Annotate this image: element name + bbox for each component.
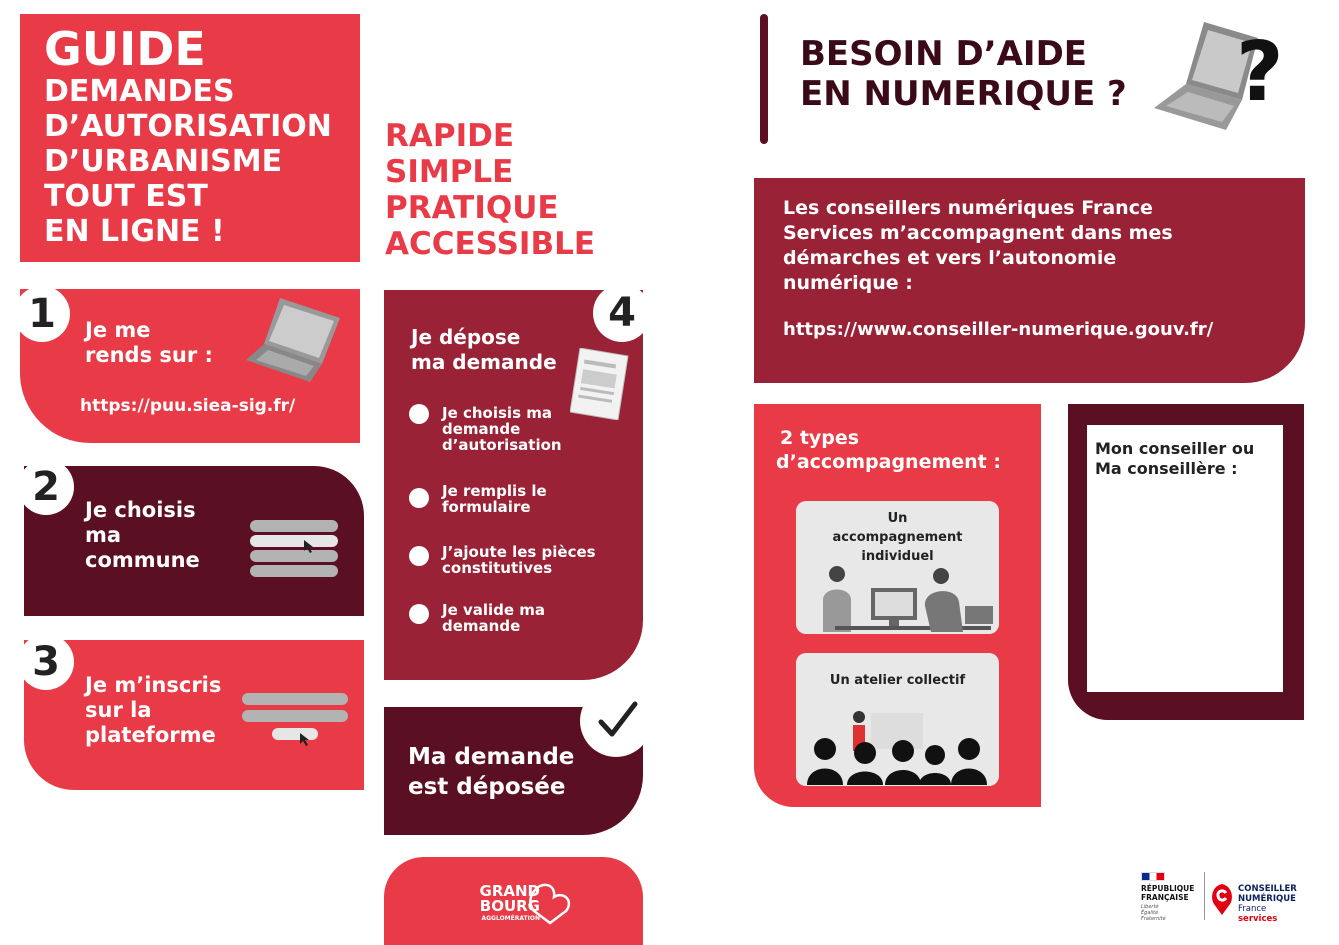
support-title: 2 types d’accompagnement : <box>776 427 1001 473</box>
form-bar <box>242 693 348 705</box>
svg-text:?: ? <box>1236 25 1284 120</box>
form-bar <box>242 710 348 722</box>
list-bar <box>250 550 338 562</box>
collective-support-label: Un atelier collectif <box>829 673 966 688</box>
bullet <box>409 488 429 508</box>
heart-logo-icon <box>528 883 572 925</box>
bullet <box>409 604 429 624</box>
cursor-icon <box>300 733 312 747</box>
grand-bourg-logo: GRAND BOURG AGGLOMÉRATION <box>479 882 540 922</box>
conseiller-numerique-icon <box>1211 882 1233 916</box>
advisors-text: Les conseillers numériques France Services m’accompagnent dans mes démarches et vers l’autonomie numérique : <box>783 197 1173 294</box>
collective-workshop-illustration-icon <box>805 707 995 785</box>
cursor-icon <box>304 540 316 554</box>
list-bar <box>250 565 338 577</box>
checkmark-icon <box>598 700 638 740</box>
title-accent-bar <box>760 14 768 144</box>
conseiller-numerique-logo: CONSEILLER NUMÉRIQUE France services <box>1238 884 1297 924</box>
republique-francaise-logo: RÉPUBLIQUE FRANÇAISE Liberté Égalité Fraternité <box>1141 872 1194 922</box>
bullet <box>409 546 429 566</box>
french-flag-icon <box>1141 872 1165 881</box>
step-4-item-2: Je remplis le formulaire <box>442 482 547 516</box>
advisors-url[interactable]: https://www.conseiller-numerique.gouv.fr/ <box>783 319 1214 340</box>
step-4-item-1: Je choisis ma demande d’autorisation <box>442 404 562 454</box>
step-4-item-4: Je valide ma demande <box>442 601 546 635</box>
step-1-text: Je me rends sur : <box>85 318 213 367</box>
step-4-title: Je dépose ma demande <box>411 325 557 374</box>
footer-divider <box>1204 872 1205 920</box>
guide-title: GUIDE <box>44 22 206 76</box>
step-2-number: 2 <box>18 459 74 515</box>
step-1-url[interactable]: https://puu.siea-sig.fr/ <box>80 396 296 416</box>
step-1-number: 1 <box>14 286 70 342</box>
list-bar <box>250 535 338 547</box>
help-title: BESOIN D’AIDE EN NUMERIQUE ? <box>800 34 1127 114</box>
tagline: RAPIDE SIMPLE PRATIQUE ACCESSIBLE <box>385 118 596 262</box>
bullet <box>409 404 429 424</box>
laptop-icon <box>244 294 344 386</box>
step-4-number: 4 <box>593 284 651 342</box>
step-3-number: 3 <box>18 634 74 690</box>
document-icon <box>570 348 630 420</box>
individual-support-label: Un accompagnement individuel <box>832 511 963 564</box>
done-text: Ma demande est déposée <box>408 744 575 800</box>
step-4-item-3: J’ajoute les pièces constitutives <box>442 543 596 577</box>
step-2-text: Je choisis ma commune <box>85 498 200 572</box>
guide-subtitle: DEMANDES D’AUTORISATION D’URBANISME TOUT EST EN LIGNE ! <box>44 74 332 249</box>
list-bar <box>250 520 338 532</box>
contact-label: Mon conseiller ou Ma conseillère : <box>1095 439 1255 478</box>
step-3-text: Je m’inscris sur la plateforme <box>85 673 222 747</box>
individual-support-illustration-icon <box>805 562 995 632</box>
laptop-question-icon <box>1150 18 1300 136</box>
